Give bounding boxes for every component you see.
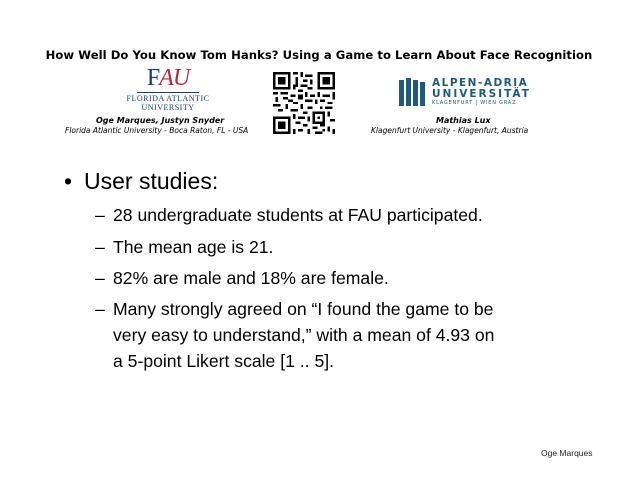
aau-logo-line1: ALPEN-ADRIA [432, 77, 529, 89]
slide-header-title: How Well Do You Know Tom Hanks? Using a Game to Learn About Face Recognition [45, 48, 593, 62]
fau-logo-rule [137, 92, 199, 93]
fau-logo-mark: FAU [146, 65, 190, 91]
dash-icon: – [95, 205, 105, 225]
dash-icon: – [95, 237, 105, 257]
fau-logo-line2: UNIVERSITY [141, 103, 195, 112]
left-authors: Oge Marques, Justyn Snyder [96, 116, 225, 125]
fau-logo [118, 66, 218, 112]
aau-logo-line3: KLAGENFURT | WIEN GRAZ [432, 100, 517, 106]
right-authors: Mathias Lux [436, 116, 491, 125]
aau-logo [398, 76, 548, 110]
footer-presenter: Oge Marques [541, 448, 593, 458]
list-item: – Many strongly agreed on “I found the game to be very easy to understand,” with a mean of 4.93 on a 5-point Likert scale [1 .. 5]. [95, 296, 494, 374]
left-affiliation: Florida Atlantic University - Boca Raton, FL - USA [65, 126, 249, 135]
dash-icon: – [95, 299, 105, 319]
dash-icon: – [95, 268, 105, 288]
qr-code-icon [273, 72, 335, 134]
right-affiliation: Klagenfurt University - Klagenfurt, Austria [371, 126, 529, 135]
list-item: – 28 undergraduate students at FAU participated. [95, 202, 483, 228]
aau-logo-line2: UNIVERSITÄT [432, 88, 531, 100]
aau-columns-icon [398, 76, 430, 108]
main-bullet: • User studies: [64, 168, 219, 194]
list-item: – 82% are male and 18% are female. [95, 265, 389, 291]
fau-logo-line1: FLORIDA ATLANTIC [126, 94, 210, 103]
bullet-dot-icon: • [64, 168, 73, 194]
list-item: – The mean age is 21. [95, 234, 273, 260]
